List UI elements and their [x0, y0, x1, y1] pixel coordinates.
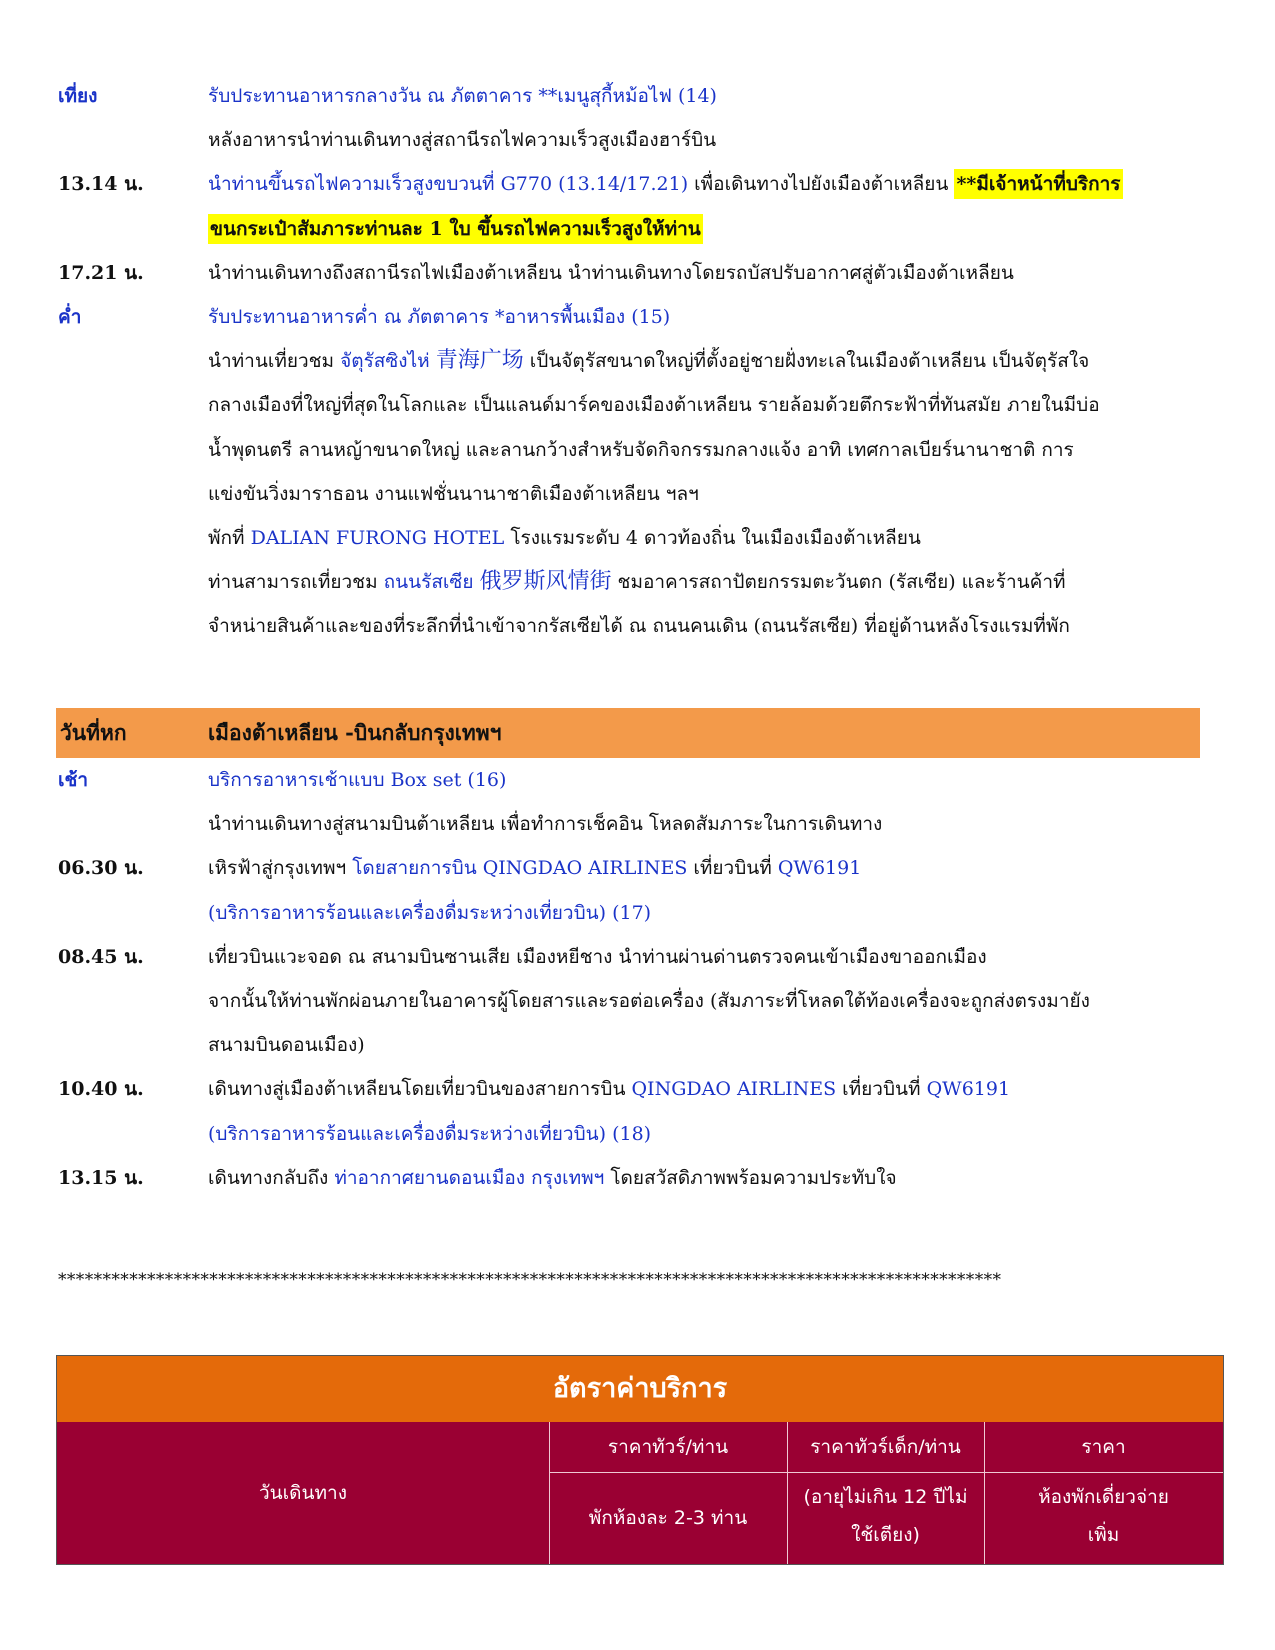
text-segment: โรงแรมระดับ 4 ดาวท้องถิ่น ในเมืองเมืองต้าเหลียน — [504, 527, 921, 549]
schedule-row — [58, 118, 1198, 162]
text-segment: โดยสวัสดิภาพพร้อมความประทับใจ — [604, 1166, 897, 1189]
text-segment: น้ำพุดนตรี ลานหญ้าขนาดใหญ่ และลานกว้างสำหรับจัดกิจกรรมกลางแจ้ง อาทิ เทศกาลเบียร์นานาชาติ การ — [208, 438, 1074, 461]
schedule-description — [208, 846, 861, 890]
schedule-row — [58, 604, 1198, 648]
text-segment: ชมอาคารสถาปัตยกรรมตะวันตก (รัสเซีย) และร้านค้าที่ — [611, 571, 1066, 594]
schedule-row — [58, 1112, 1198, 1156]
schedule-description — [208, 383, 1100, 427]
text-segment: กลางเมืองที่ใหญ่ที่สุดในโลกและ เป็นแลนด์มาร์คของเมืองต้าเหลียน รายล้อมด้วยตึกระฟ้าที่ทันสมัย ภายในมีบ่อ — [208, 394, 1100, 417]
schedule-row — [58, 802, 1198, 846]
schedule-description — [208, 516, 921, 560]
schedule-row — [58, 516, 1198, 560]
text-segment: แข่งขันวิ่งมาราธอน งานแฟชั่นนานาชาติเมืองต้าเหลียน ฯลฯ — [208, 482, 699, 505]
schedule-row — [58, 1156, 1198, 1200]
separator-stars: ********************************************************************************************************** — [58, 1270, 1002, 1290]
col-single-room-note — [984, 1478, 1223, 1554]
schedule-description — [208, 604, 1070, 648]
text-segment: เหิรฟ้าสู่กรุงเทพฯ — [208, 857, 353, 880]
col-travel-date: วันเดินทาง — [259, 1482, 347, 1504]
text-segment: รับประทานอาหารกลางวัน ณ ภัตตาคาร **เมนูสุกี้หม้อไฟ (14) — [208, 85, 717, 107]
text-segment: โดยสายการบิน QINGDAO AIRLINES — [352, 857, 688, 880]
text-segment: นำท่านเดินทางถึงสถานีรถไฟเมืองต้าเหลียน นำท่านเดินทางโดยรถบัสปรับอากาศสู่ตัวเมืองต้าเหลียน — [208, 261, 1014, 284]
schedule-description — [208, 207, 703, 251]
schedule-row — [58, 74, 1198, 118]
price-table-title: อัตราค่าบริการ — [57, 1356, 1223, 1422]
schedule-description — [208, 1156, 897, 1200]
schedule-time: 13.15 น. — [58, 1166, 144, 1189]
text-segment: DALIAN FURONG HOTEL — [250, 527, 505, 549]
schedule-row — [58, 560, 1198, 604]
schedule-row — [58, 295, 1198, 339]
schedule-row — [58, 1023, 1198, 1067]
text-segment: QW6191 — [926, 1078, 1011, 1101]
schedule-row — [58, 428, 1198, 472]
single-note-line-2: เพิ่ม — [1087, 1524, 1120, 1546]
text-segment: เที่ยวบินที่ — [687, 857, 778, 880]
text-segment: จัตุรัสซิงไห่ — [340, 350, 436, 373]
text-segment: จำหน่ายสินค้าและของที่ระลึกที่นำเข้าจากรัสเซียได้ ณ ถนนคนเดิน (ถนนรัสเซีย) ที่อยู่ด้านหลังโรงแรมที่พัก — [208, 615, 1070, 638]
schedule-description — [208, 891, 651, 935]
text-segment: เดินทางกลับถึง — [208, 1166, 335, 1189]
col-child-price: ราคาทัวร์เด็ก/ท่าน — [810, 1436, 961, 1458]
col-child-price-note — [787, 1478, 984, 1554]
schedule-description — [208, 118, 716, 162]
price-table — [56, 1355, 1224, 1565]
schedule-description — [208, 428, 1074, 472]
schedule-description — [208, 758, 506, 802]
schedule-row — [58, 935, 1198, 979]
text-segment: ท่านสามารถเที่ยวชม — [208, 571, 384, 594]
schedule-row — [58, 979, 1198, 1023]
single-note-line-1: ห้องพักเดี่ยวจ่าย — [1038, 1486, 1169, 1508]
schedule-description — [208, 560, 1066, 604]
text-segment: 青海广场 — [435, 348, 524, 374]
text-segment: หลังอาหารนำท่านเดินทางสู่สถานีรถไฟความเร็วสูงเมืองฮาร์บิน — [208, 129, 717, 152]
text-segment: (บริการอาหารร้อนและเครื่องดื่มระหว่างเที่ยวบิน) (17) — [208, 901, 652, 924]
schedule-description — [208, 1023, 365, 1067]
schedule-description — [208, 935, 987, 979]
text-segment: นำท่านขึ้นรถไฟความเร็วสูงขบวนที่ G770 (13.14/17.21) — [208, 173, 689, 196]
schedule-time: 08.45 น. — [58, 945, 144, 968]
schedule-row — [58, 251, 1198, 295]
text-segment: ท่าอากาศยานดอนเมือง กรุงเทพฯ — [334, 1166, 605, 1189]
text-segment: จากนั้นให้ท่านพักผ่อนภายในอาคารผู้โดยสารและรอต่อเครื่อง — [208, 990, 710, 1012]
schedule-row — [58, 1067, 1198, 1111]
text-segment: สนามบินดอนเมือง) — [208, 1034, 365, 1057]
schedule-time: 17.21 น. — [58, 261, 144, 284]
col-adult-price-note: พักห้องละ 2-3 ท่าน — [588, 1507, 748, 1529]
schedule-description — [208, 802, 882, 846]
text-segment: นำท่านเดินทางสู่สนามบินต้าเหลียน เพื่อทำการเช็คอิน โหลดสัมภาระในการเดินทาง — [208, 813, 883, 836]
text-segment: บริการอาหารเช้าแบบ Box set (16) — [208, 769, 507, 791]
text-segment: เที่ยวบินแวะจอด ณ สนามบินซานเสีย เมืองหยีชาง นำท่านผ่านด่านตรวจคนเข้าเมืองขาออกเมือง — [208, 945, 987, 968]
text-segment: พักที่ — [208, 527, 251, 549]
text-segment: **มีเจ้าหน้าที่บริการ — [954, 169, 1122, 199]
text-segment: เพื่อเดินทางไปยังเมืองต้าเหลียน — [688, 173, 955, 196]
schedule-time: เที่ยง — [58, 85, 98, 107]
schedule-time: เช้า — [58, 769, 89, 791]
text-segment: QW6191 — [777, 857, 862, 880]
schedule-description — [208, 251, 1014, 295]
text-segment: ขนกระเป๋าสัมภาระท่านละ 1 ใบ ขึ้นรถไฟความเร็วสูงให้ท่าน — [208, 214, 703, 244]
schedule-row — [58, 846, 1198, 890]
schedule-description — [208, 472, 699, 516]
day-six-banner — [56, 708, 1200, 758]
price-table-header — [57, 1422, 1223, 1564]
day-label: วันที่หก — [60, 720, 127, 745]
col-adult-price: ราคาทัวร์/ท่าน — [607, 1436, 729, 1458]
schedule-row — [58, 758, 1198, 802]
day-title: เมืองต้าเหลียน -บินกลับกรุงเทพฯ — [208, 720, 502, 745]
text-segment: QINGDAO AIRLINES — [631, 1078, 837, 1101]
schedule-row — [58, 339, 1198, 383]
schedule-time: 06.30 น. — [58, 857, 144, 880]
text-segment: นำท่านเที่ยวชม — [208, 350, 341, 373]
schedule-description — [208, 339, 1089, 383]
schedule-row — [58, 891, 1198, 935]
schedule-time: 13.14 น. — [58, 173, 144, 196]
schedule-row — [58, 383, 1198, 427]
schedule-description — [208, 74, 717, 118]
schedule-description — [208, 295, 670, 339]
text-segment: รับประทานอาหารค่ำ ณ ภัตตาคาร *อาหารพื้นเมือง (15) — [208, 306, 671, 328]
text-segment: เดินทางสู่เมืองต้าเหลียนโดยเที่ยวบินของสายการบิน — [208, 1078, 632, 1101]
text-segment: ถนนรัสเซีย — [383, 571, 480, 594]
schedule-row — [58, 162, 1198, 206]
schedule-description — [208, 1112, 651, 1156]
col-single-room: ราคา — [1081, 1436, 1126, 1458]
schedule-time: 10.40 น. — [58, 1078, 144, 1101]
text-segment: (สัมภาระที่โหลดใต้ท้องเครื่องจะถูกส่งตรงมายัง — [709, 990, 1090, 1012]
text-segment: เป็นจัตุรัสขนาดใหญ่ที่ตั้งอยู่ชายฝั่งทะเลในเมืองต้าเหลียน เป็นจัตุรัสใจ — [523, 350, 1090, 373]
text-segment: (บริการอาหารร้อนและเครื่องดื่มระหว่างเที่ยวบิน) (18) — [208, 1122, 652, 1145]
schedule-description — [208, 162, 1123, 206]
schedule-row — [58, 207, 1198, 251]
schedule-description — [208, 1067, 1010, 1111]
schedule-row — [58, 472, 1198, 516]
schedule-description — [208, 979, 1090, 1023]
child-note-line-2: ใช้เตียง) — [851, 1524, 920, 1546]
text-segment: 俄罗斯风情街 — [479, 569, 612, 595]
schedule-time: ค่ำ — [58, 306, 82, 328]
child-note-line-1: (อายุไม่เกิน 12 ปีไม่ — [803, 1486, 968, 1508]
text-segment: เที่ยวบินที่ — [836, 1078, 927, 1101]
